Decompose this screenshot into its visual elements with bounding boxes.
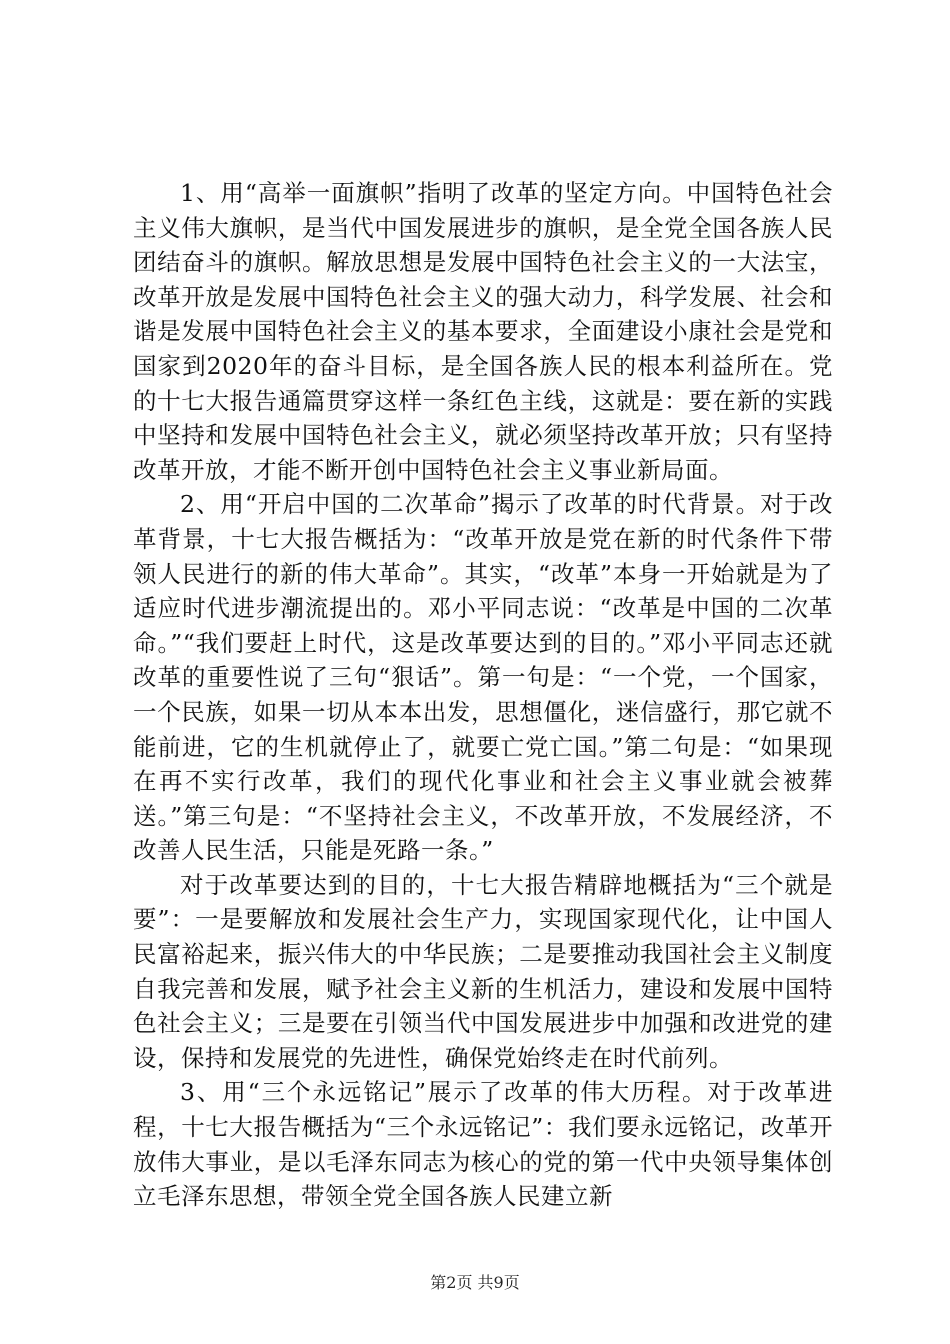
paragraph-2: 2、用“开启中国的二次革命”揭示了改革的时代背景。对于改革背景，十七大报告概括为：“改革开放是党在新的时代条件下带领人民进行的新的伟大革命”。其实，“改革”本身一开始就是为了适应时代进步潮流提出的。邓小平同志说：“改革是中国的二次革命。”“我们要赶上时代，这是改革要达到的目的。”邓小平同志还就改革的重要性说了三句“狠话”。第一句是：“一个党，一个国家，一个民族，如果一切从本本出发，思想僵化，迷信盛行，那它就不能前进，它的生机就停止了，就要亡党亡国。”第二句是：“如果现在再不实行改革，我们的现代化事业和社会主义事业就会被葬送。”第三句是：“不坚持社会主义，不改革开放，不发展经济，不改善人民生活，只能是死路一条。” [133,490,833,865]
paragraph-1: 1、用“高举一面旗帜”指明了改革的坚定方向。中国特色社会主义伟大旗帜，是当代中国发展进步的旗帜，是全党全国各族人民团结奋斗的旗帜。解放思想是发展中国特色社会主义的一大法宝，改革开放是发展中国特色社会主义的强大动力，科学发展、社会和谐是发展中国特色社会主义的基本要求，全面建设小康社会是党和国家到2020年的奋斗目标，是全国各族人民的根本利益所在。党的十七大报告通篇贯穿这样一条红色主线，这就是：要在新的实践中坚持和发展中国特色社会主义，就必须坚持改革开放；只有坚持改革开放，才能不断开创中国特色社会主义事业新局面。 [133,179,833,484]
paragraph-3: 对于改革要达到的目的，十七大报告精辟地概括为“三个就是要”：一是要解放和发展社会生产力，实现国家现代化，让中国人民富裕起来，振兴伟大的中华民族；二是要推动我国社会主义制度自我完善和发展，赋予社会主义新的生机活力，建设和发展中国特色社会主义；三是要在引领当代中国发展进步中加强和改进党的建设，保持和发展党的先进性，确保党始终走在时代前列。 [133,870,833,1072]
page-number-footer: 第2页 共9页 [430,1273,520,1292]
document-body [133,176,833,1214]
paragraph-4: 3、用“三个永远铭记”展示了改革的伟大历程。对于改革进程，十七大报告概括为“三个永远铭记”：我们要永远铭记，改革开放伟大事业，是以毛泽东同志为核心的党的第一代中央领导集体创立毛泽东思想，带领全党全国各族人民建立新 [133,1078,833,1211]
